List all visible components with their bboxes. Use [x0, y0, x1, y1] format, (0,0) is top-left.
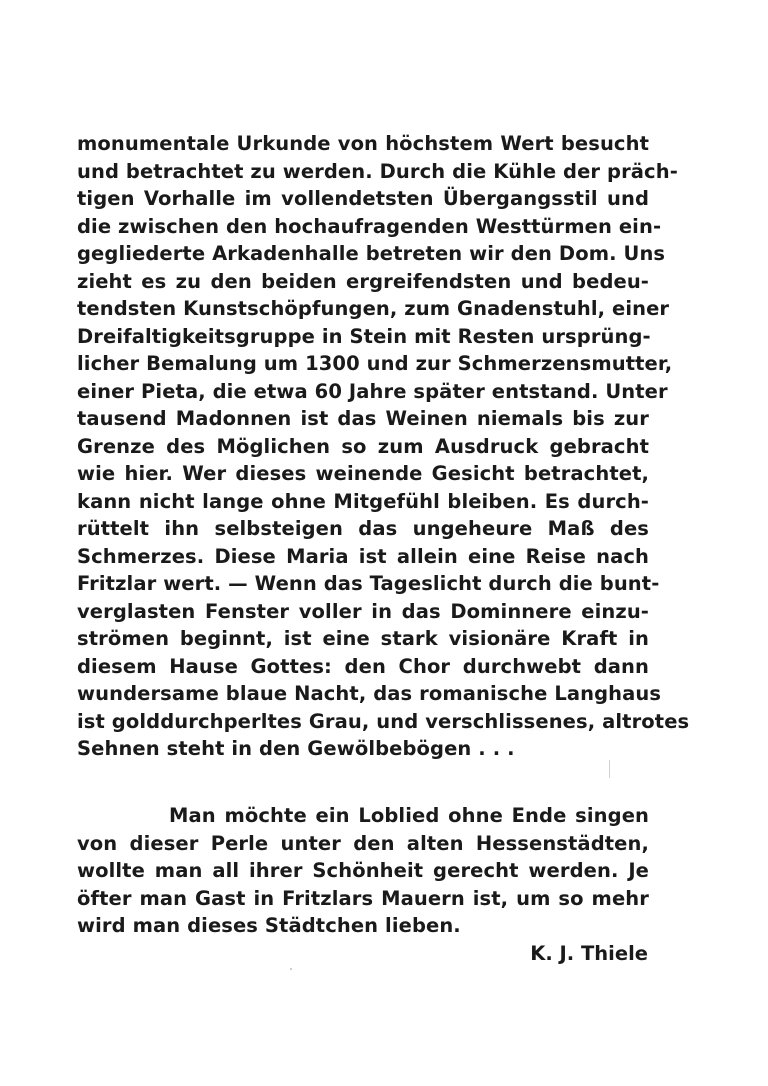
text-line: wie hier. Wer dieses weinende Gesicht betrachtet, — [77, 462, 649, 485]
text-line: tendsten Kunstschöpfungen, zum Gnadenstuhl, einer — [77, 297, 670, 320]
paragraph-1 — [77, 130, 690, 763]
text-line: Grenze des Möglichen so zum Ausdruck gebracht — [77, 434, 649, 458]
text-line: die zwischen den hochaufragenden Westtürmen ein- — [77, 214, 662, 238]
text-line: monumentale Urkunde von höchstem Wert besucht — [77, 132, 649, 155]
text-line: zieht es zu den beiden ergreifendsten und bedeu- — [77, 269, 649, 293]
paragraph-2 — [77, 802, 649, 940]
text-line: kann nicht lange ohne Mitgefühl bleiben. Es durch- — [77, 489, 649, 513]
text-line: diesem Hause Gottes: den Chor durchwebt dann — [77, 654, 649, 678]
text-line: wundersame blaue Nacht, das romanische Langhaus — [77, 682, 662, 705]
text-line: gegliederte Arkadenhalle betreten wir den Dom. Uns — [77, 242, 666, 265]
text-line: verglasten Fenster voller in das Dominnere einzu- — [77, 599, 649, 623]
author-signature: K. J. Thiele — [530, 942, 648, 965]
text-line: rüttelt ihn selbsteigen das ungeheure Maß des — [77, 517, 649, 540]
text-line: von dieser Perle unter den alten Hessenstädten, — [77, 831, 649, 855]
text-line: und betrachtet zu werden. Durch die Kühle der präch- — [77, 159, 678, 183]
text-line: tausend Madonnen ist das Weinen niemals bis zur — [77, 407, 649, 430]
text-line: Man möchte ein Loblied ohne Ende singen — [169, 804, 649, 827]
text-line: wollte man all ihrer Schönheit gerecht werden. Je — [77, 859, 649, 882]
text-line: licher Bemalung um 1300 und zur Schmerzensmutter, — [77, 352, 673, 375]
text-line: ist golddurchperltes Grau, und verschlissenes, altrotes — [77, 709, 690, 733]
text-line: öfter man Gast in Fritzlars Mauern ist, um so mehr — [77, 886, 649, 910]
text-line: Fritzlar wert. — Wenn das Tageslicht durch die bunt- — [77, 572, 660, 595]
text-line: Sehnen steht in den Gewölbebögen . . . — [77, 737, 515, 760]
text-line: Dreifaltigkeitsgruppe in Stein mit Resten ursprüng- — [77, 324, 651, 348]
text-line: strömen beginnt, ist eine stark visionäre Kraft in — [77, 627, 649, 650]
text-line: Schmerzes. Diese Maria ist allein eine Reise nach — [77, 544, 649, 568]
text-line: wird man dieses Städtchen lieben. — [77, 914, 461, 937]
scan-artifact — [609, 760, 610, 778]
text-line: tigen Vorhalle im vollendetsten Übergangsstil und — [77, 187, 649, 210]
scan-artifact — [290, 968, 292, 970]
text-line: einer Pieta, die etwa 60 Jahre später entstand. Unter — [77, 379, 668, 403]
